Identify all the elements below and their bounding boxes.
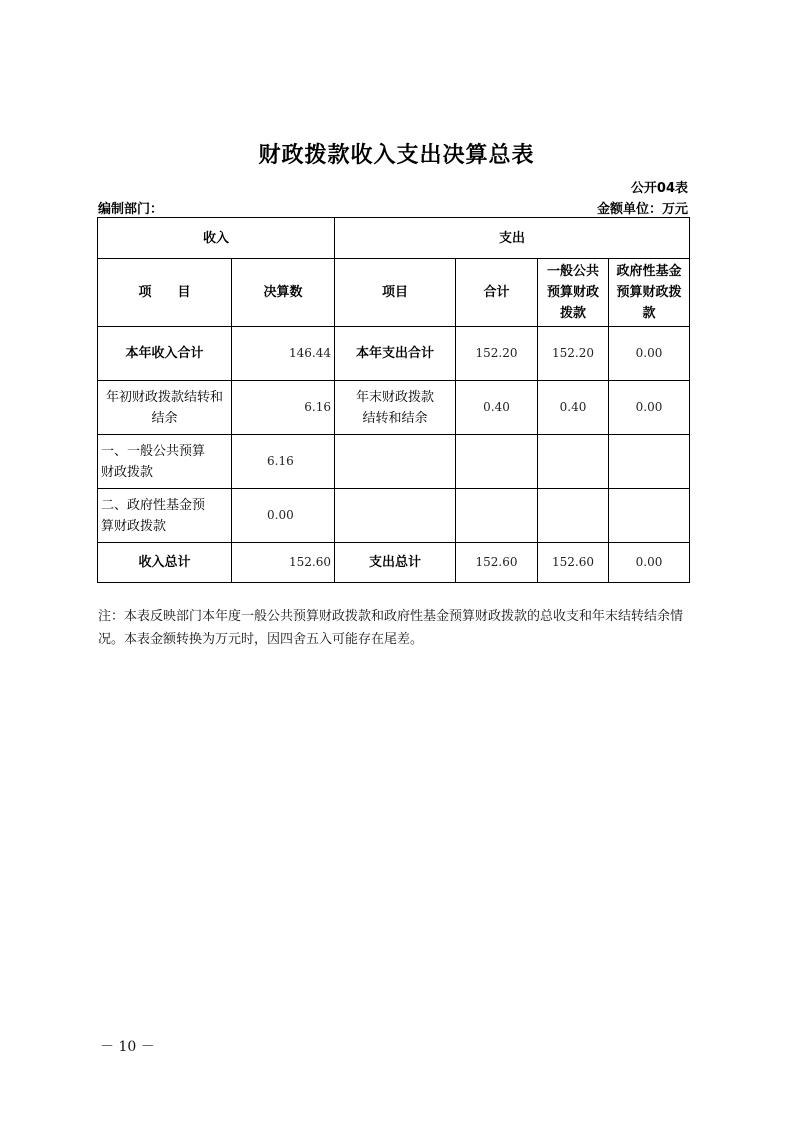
income-item: 二、政府性基金预算财政拨款 [98, 489, 232, 543]
expense-item: 支出总计 [335, 543, 456, 583]
table-row [98, 489, 690, 543]
expense-item [335, 489, 456, 543]
page-title: 财政拨款收入支出决算总表 [258, 143, 535, 168]
table-row [98, 435, 690, 489]
income-amount: 152.60 [232, 543, 335, 583]
income-header: 收入 [98, 218, 335, 259]
expense-item [335, 435, 456, 489]
col-income-amount: 决算数 [232, 259, 335, 327]
income-item: 本年收入合计 [98, 327, 232, 381]
table-row [98, 543, 690, 583]
expense-total: 0.40 [456, 381, 538, 435]
table-row [98, 327, 690, 381]
col-gov-fund: 政府性基金预算财政拨款 [609, 259, 690, 327]
income-amount: 146.44 [232, 327, 335, 381]
income-item: 收入总计 [98, 543, 232, 583]
expense-header: 支出 [335, 218, 690, 259]
table-note: 注：本表反映部门本年度一般公共预算财政拨款和政府性基金预算财政拨款的总收支和年末结转结余情况。本表金额转换为万元时，因四舍五入可能存在尾差。 [98, 609, 684, 647]
general-budget: 152.60 [538, 543, 609, 583]
general-budget [538, 489, 609, 543]
col-income-item: 项 目 [98, 259, 232, 327]
expense-item: 年末财政拨款结转和结余 [335, 381, 456, 435]
col-expense-item: 项目 [335, 259, 456, 327]
expense-total: 152.20 [456, 327, 538, 381]
income-amount: 0.00 [232, 489, 335, 543]
gov-fund [609, 489, 690, 543]
gov-fund: 0.00 [609, 381, 690, 435]
table-row [98, 381, 690, 435]
unit-label: 金额单位：万元 [596, 202, 688, 217]
col-general-budget: 一般公共预算财政拨款 [538, 259, 609, 327]
general-budget: 152.20 [538, 327, 609, 381]
income-item: 一、一般公共预算财政拨款 [98, 435, 232, 489]
expense-item: 本年支出合计 [335, 327, 456, 381]
general-budget [538, 435, 609, 489]
expense-total: 152.60 [456, 543, 538, 583]
form-number: 公开04表 [630, 181, 688, 196]
gov-fund [609, 435, 690, 489]
gov-fund: 0.00 [609, 327, 690, 381]
general-budget: 0.40 [538, 381, 609, 435]
col-expense-total: 合计 [456, 259, 538, 327]
budget-table [97, 217, 690, 583]
income-amount: 6.16 [232, 381, 335, 435]
income-amount: 6.16 [232, 435, 335, 489]
page-number: － 10 － [100, 1039, 155, 1055]
expense-total [456, 489, 538, 543]
gov-fund: 0.00 [609, 543, 690, 583]
department-label: 编制部门： [98, 202, 164, 217]
expense-total [456, 435, 538, 489]
income-item: 年初财政拨款结转和结余 [98, 381, 232, 435]
